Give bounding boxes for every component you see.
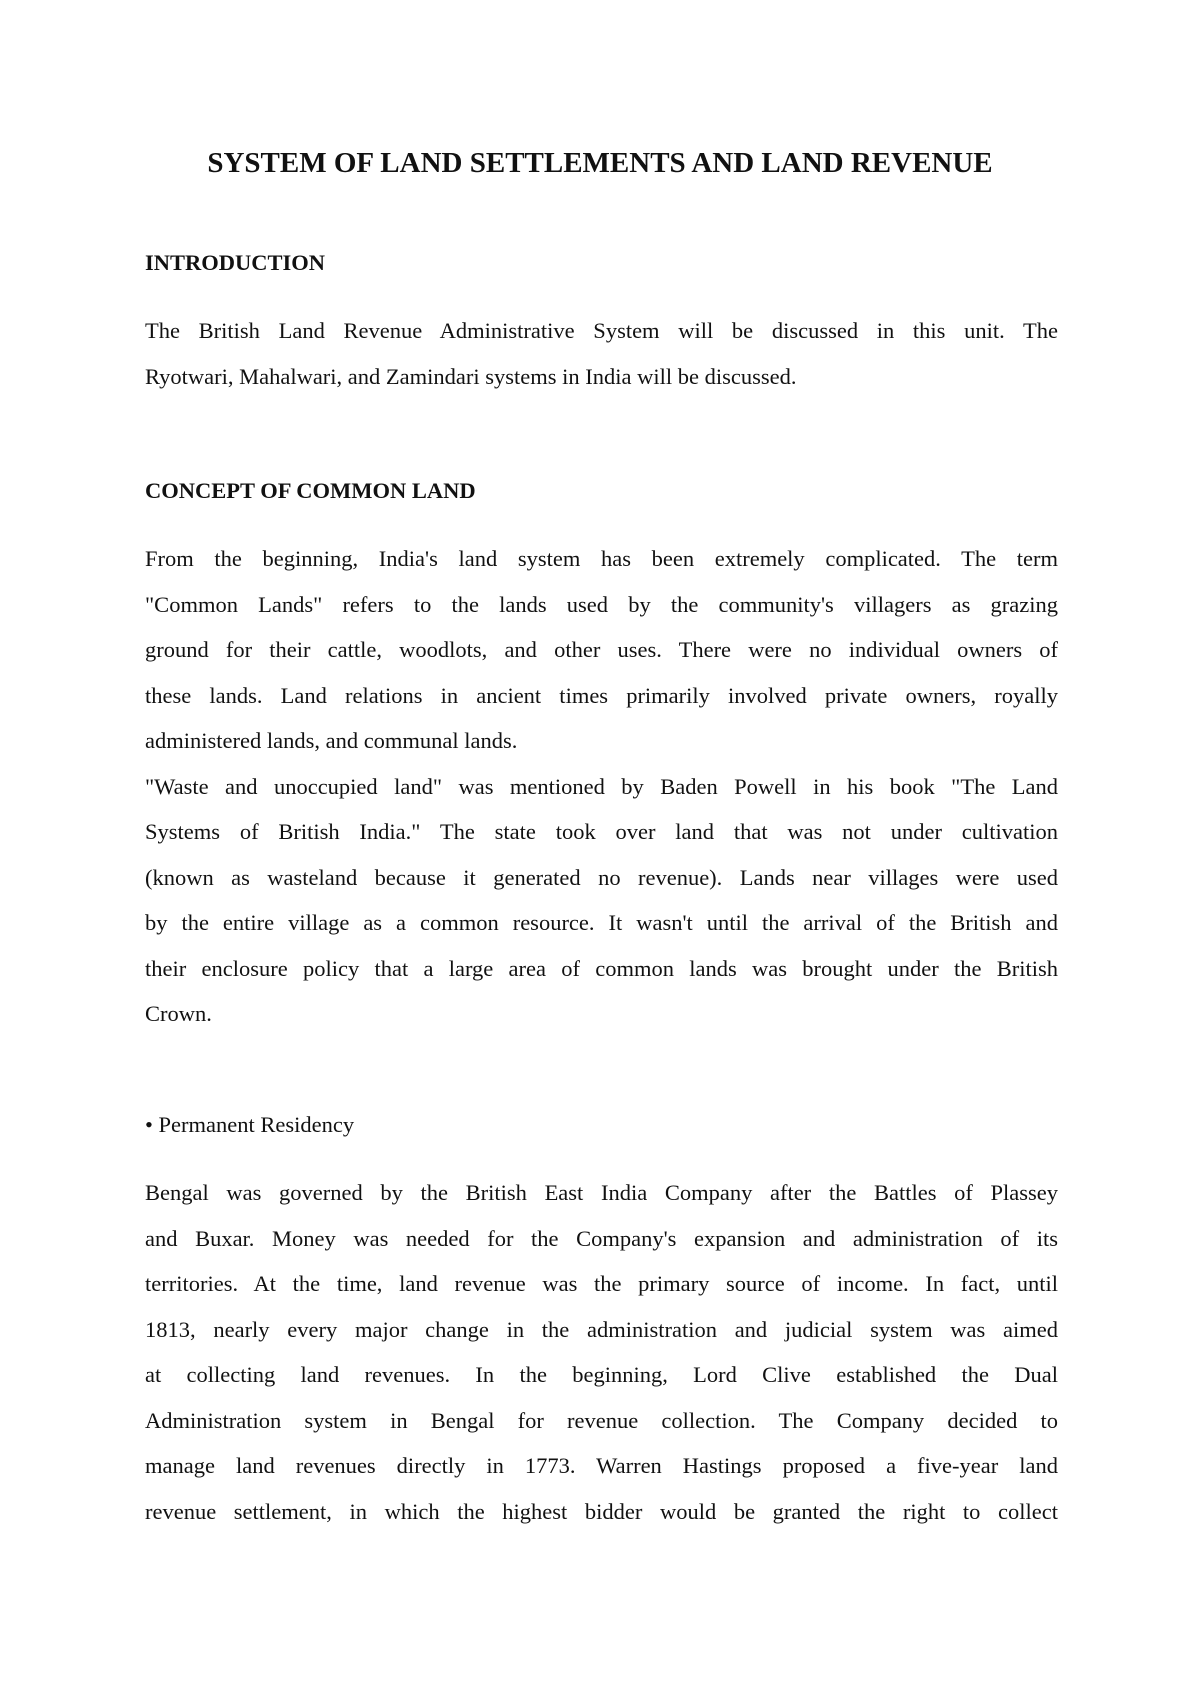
paragraph-line: (known as wasteland because it generated no revenue). Lands near villages were used xyxy=(145,864,1058,890)
paragraph-line: administered lands, and communal lands. xyxy=(145,728,518,753)
bengal-paragraph xyxy=(145,1170,1058,1534)
paragraph-line: manage land revenues directly in 1773. Warren Hastings proposed a five-year land xyxy=(145,1453,1058,1478)
paragraph-line: Administration system in Bengal for revenue collection. The Company decided to xyxy=(145,1407,1058,1433)
paragraph-line: and Buxar. Money was needed for the Company's expansion and administration of its xyxy=(145,1225,1058,1251)
paragraph-line: their enclosure policy that a large area of common lands was brought under the British xyxy=(145,955,1058,981)
paragraph-line: territories. At the time, land revenue was the primary source of income. In fact, until xyxy=(145,1271,1058,1296)
paragraph-line: these lands. Land relations in ancient times primarily involved private owners, royally xyxy=(145,682,1058,708)
paragraph-line: 1813, nearly every major change in the administration and judicial system was aimed xyxy=(145,1316,1058,1342)
introduction-heading: INTRODUCTION xyxy=(145,250,326,275)
concept-paragraph xyxy=(145,536,1058,1037)
paragraph-line: Bengal was governed by the British East India Company after the Battles of Plassey xyxy=(145,1180,1058,1205)
paragraph-line: "Waste and unoccupied land" was mentioned by Baden Powell in his book "The Land xyxy=(145,773,1058,799)
paragraph-line: at collecting land revenues. In the beginning, Lord Clive established the Dual xyxy=(145,1362,1058,1387)
paragraph-line: ground for their cattle, woodlots, and other uses. There were no individual owners of xyxy=(145,637,1058,662)
paragraph-line: revenue settlement, in which the highest bidder would be granted the right to collect xyxy=(145,1498,1058,1524)
document-title: SYSTEM OF LAND SETTLEMENTS AND LAND REVENUE xyxy=(207,147,993,179)
paragraph-line: The British Land Revenue Administrative System will be discussed in this unit. The xyxy=(145,318,1058,343)
introduction-paragraph xyxy=(145,308,1058,399)
paragraph-line: Systems of British India." The state took over land that was not under cultivation xyxy=(145,819,1058,844)
paragraph-line: "Common Lands" refers to the lands used by the community's villagers as grazing xyxy=(145,591,1058,617)
paragraph-line: by the entire village as a common resource. It wasn't until the arrival of the British and xyxy=(145,910,1058,935)
paragraph-line: Ryotwari, Mahalwari, and Zamindari systems in India will be discussed. xyxy=(145,363,797,389)
paragraph-line: From the beginning, India's land system has been extremely complicated. The term xyxy=(145,546,1058,571)
paragraph-line: Crown. xyxy=(145,1001,212,1026)
concept-heading: CONCEPT OF COMMON LAND xyxy=(145,478,476,503)
bullet-permanent-residency: • Permanent Residency xyxy=(145,1112,355,1137)
